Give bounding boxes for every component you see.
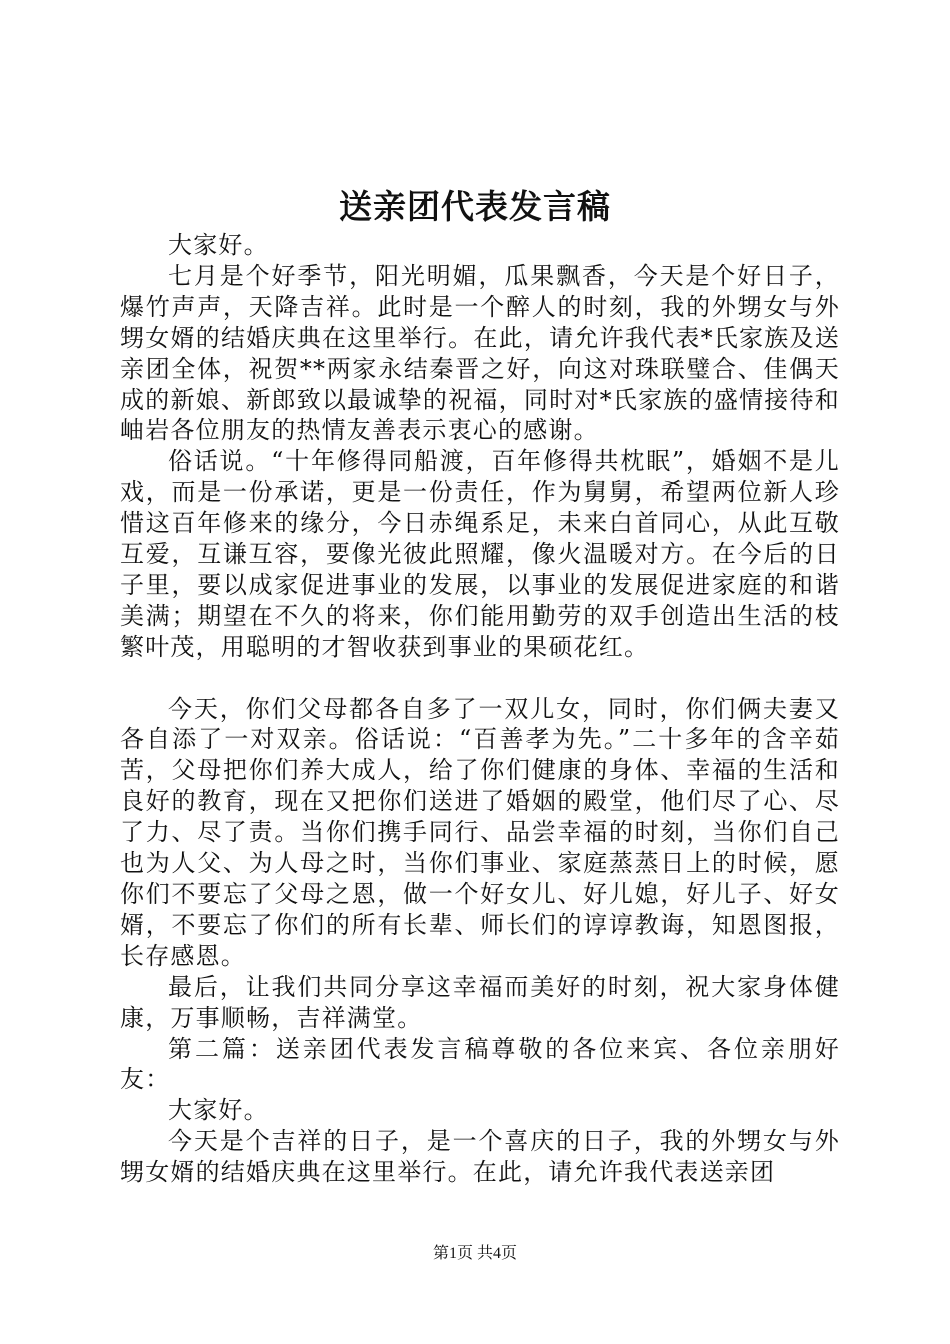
paragraph-spacer	[120, 663, 840, 694]
body-paragraph: 俗话说。“十年修得同船渡，百年修得共枕眠”，婚姻不是儿戏，而是一份承诺，更是一份责任，作为舅舅，希望两位新人珍惜这百年修来的缘分，今日赤绳系足，未来白首同心，从此互敬互爱，互谦互容，要像光彼此照耀，像火温暖对方。在今后的日子里，要以成家促进事业的发展，以事业的发展促进家庭的和谐美满；期望在不久的将来，你们能用勤劳的双手创造出生活的枝繁叶茂，用聪明的才智收获到事业的果硕花红。	[120, 447, 840, 661]
body-paragraph: 今天是个吉祥的日子，是一个喜庆的日子，我的外甥女与外甥女婿的结婚庆典在这里举行。在此，请允许我代表送亲团	[120, 1127, 840, 1187]
greeting-paragraph: 大家好。	[168, 1096, 269, 1125]
document-title: 送亲团代表发言稿	[339, 187, 611, 226]
page-number-footer: 第1页 共4页	[432, 1245, 517, 1262]
body-paragraph: 最后，让我们共同分享这幸福而美好的时刻，祝大家身体健康，万事顺畅，吉祥满堂。	[120, 972, 840, 1032]
body-paragraph: 七月是个好季节，阳光明媚，瓜果飘香，今天是个好日子，爆竹声声，天降吉祥。此时是一个醉人的时刻，我的外甥女与外甥女婿的结婚庆典在这里举行。在此，请允许我代表*氏家族及送亲团全体，祝贺**两家永结秦晋之好，向这对珠联璧合、佳偶天成的新娘、新郎致以最诚挚的祝福，同时对*氏家族的盛情接待和岫岩各位朋友的热情友善表示衷心的感谢。	[120, 261, 840, 445]
body-paragraph: 今天，你们父母都各自多了一双儿女，同时，你们俩夫妻又各自添了一对双亲。俗话说：“百善孝为先。”二十多年的含辛茹苦，父母把你们养大成人，给了你们健康的身体、幸福的生活和良好的教育，现在又把你们送进了婚姻的殿堂，他们尽了心、尽了力、尽了责。当你们携手同行、品尝幸福的时刻，当你们自己也为人父、为人母之时，当你们事业、家庭蒸蒸日上的时候，愿你们不要忘了父母之恩，做一个好女儿、好儿媳，好儿子、好女婿，不要忘了你们的所有长辈、师长们的谆谆教诲，知恩图报，长存感恩。	[120, 694, 840, 970]
document-body	[120, 230, 840, 1188]
section-heading-paragraph: 第二篇：送亲团代表发言稿尊敬的各位来宾、各位亲朋好友：	[120, 1034, 840, 1094]
greeting-paragraph: 大家好。	[168, 231, 269, 259]
